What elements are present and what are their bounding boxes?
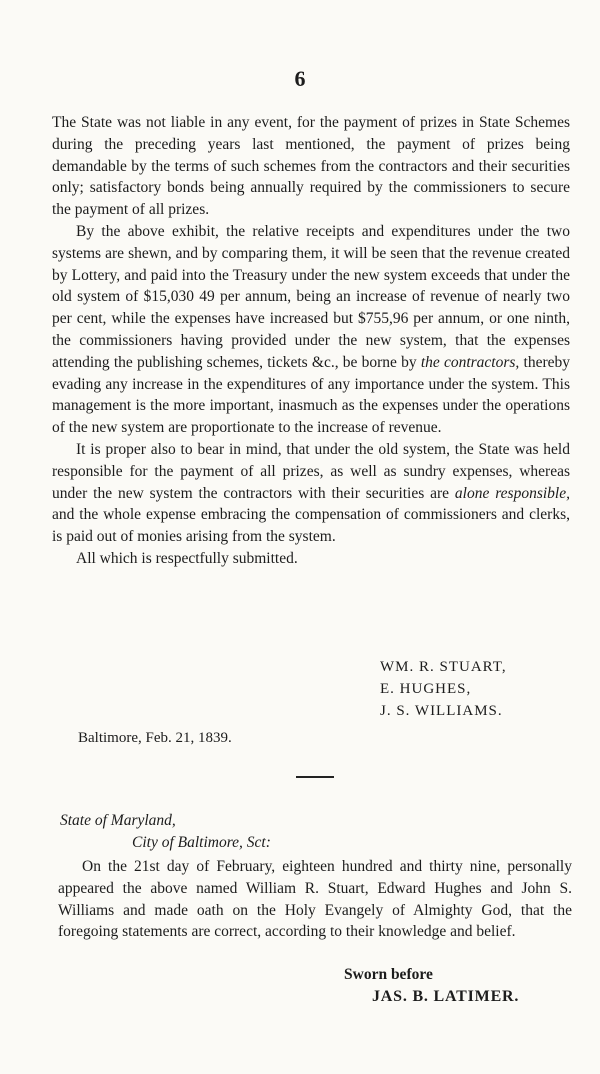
paragraph-exhibit-emphasis: the contractors, — [420, 353, 520, 371]
paragraph-responsibility-emphasis: alone responsible, — [454, 484, 570, 502]
paragraph-exhibit-text-b: thereby evading any increase in the expenditures of any importance under the system. This management is the more important, inasmuch as the expenses under the operations of the new system are proportionate to the increase of revenue. — [52, 353, 570, 437]
affidavit-city: City of Baltimore, Sct: — [132, 834, 271, 851]
paragraph-submitted: All which is respectfully submitted. — [76, 549, 298, 567]
paragraph-liability: The State was not liable in any event, for the payment of prizes in State Schemes during the preceding years last mentioned, the payment of prizes being demandable by the terms of such schemes from the contractors and their securities only; satisfactory bonds being annually required by the commissioners to secure the payment of all prizes. — [52, 114, 570, 219]
sworn-before: Sworn before — [344, 966, 433, 983]
paragraph-responsibility — [52, 439, 570, 548]
signature-block — [380, 656, 507, 722]
section-divider — [296, 776, 334, 778]
place-date: Baltimore, Feb. 21, 1839. — [78, 730, 232, 746]
report-body — [52, 112, 570, 570]
official-name: JAS. B. LATIMER. — [372, 988, 520, 1005]
affidavit-paragraph: On the 21st day of February, eighteen hundred and thirty nine, personally appeared the above named William R. Stuart, Edward Hughes and John S. Williams and made oath on the Holy Evangely of Almighty God, that the foregoing statements are correct, according to their knowledge and belief. — [58, 858, 572, 941]
affidavit-state: State of Maryland, — [60, 812, 176, 829]
paragraph-exhibit-text-a: By the above exhibit, the relative receipts and expenditures under the two systems are shewn, and by comparing them, it will be seen that the revenue created by Lottery, and paid into the Treasury under the new system exceeds that under the old system of $15,030 49 per annum, being an increase of revenue of nearly two per cent, while the expenses have increased but $755,96 per annum, or one ninth, the commissioners having provided under the new system, that the expenses attending the publishing schemes, tickets &c., be borne by — [52, 222, 570, 371]
paragraph-responsibility-text-a: It is proper also to bear in mind, that under the old system, the State was held responsible for the payment of all prizes, as well as sundry expenses, whereas under the new system the contractors with their securities are — [52, 440, 570, 502]
affidavit-text — [58, 856, 572, 943]
signatory-hughes: E. HUGHES, — [380, 681, 472, 697]
page-number: 6 — [294, 66, 306, 91]
signatory-stuart: WM. R. STUART, — [380, 659, 507, 675]
signatory-williams: J. S. WILLIAMS. — [380, 703, 503, 719]
paragraph-exhibit — [52, 221, 570, 439]
paragraph-responsibility-text-b: and the whole expense embracing the compensation of commissioners and clerks, is paid out of monies arising from the system. — [52, 506, 570, 546]
